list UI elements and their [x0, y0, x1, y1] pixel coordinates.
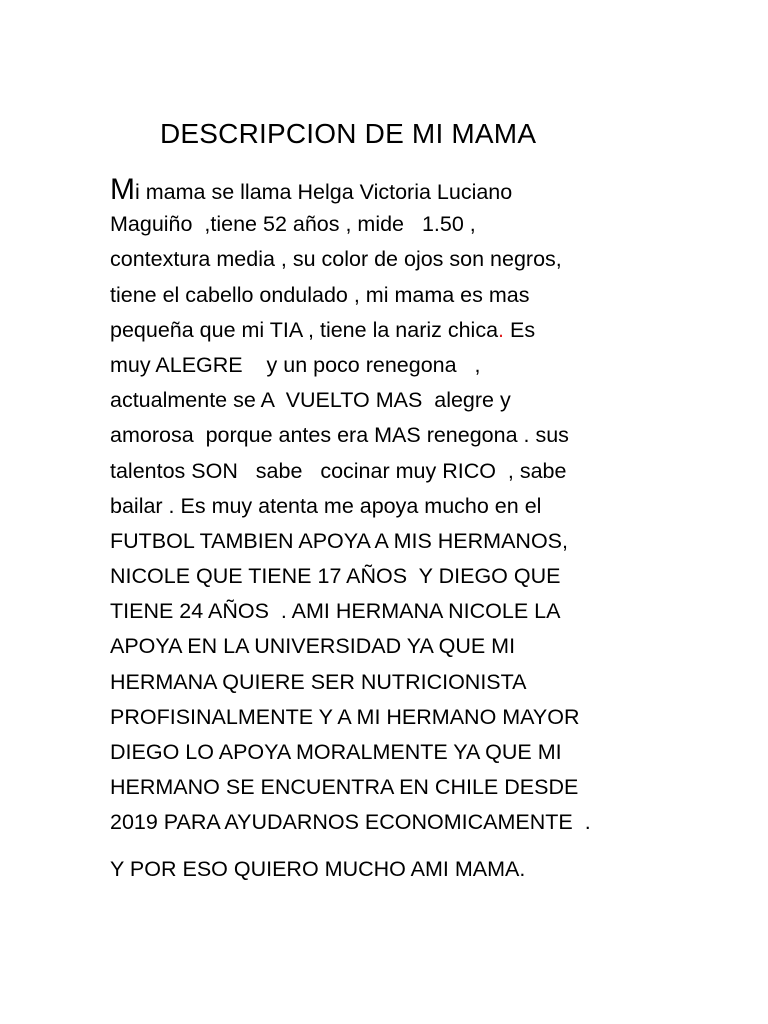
- body-line-8: amorosa porque antes era MAS renegona . sus: [110, 423, 569, 448]
- body-line-12: NICOLE QUE TIENE 17 AÑOS Y DIEGO QUE: [110, 564, 561, 589]
- body-line-4: tiene el cabello ondulado , mi mama es mas: [110, 282, 530, 307]
- body-line-18: HERMANO SE ENCUENTRA EN CHILE DESDE: [110, 775, 579, 800]
- body-line-1-text: i mama se llama Helga Victoria Luciano: [135, 180, 513, 204]
- body-line-9: talentos SON sabe cocinar muy RICO , sabe: [110, 458, 567, 483]
- body-line-5-text: pequeña que mi TIA , tiene la nariz chica: [110, 317, 499, 342]
- red-period: .: [498, 317, 505, 342]
- document-title: DESCRIPCION DE MI MAMA: [160, 118, 537, 149]
- body-line-3: contextura media , su color de ojos son negros,: [110, 247, 562, 272]
- body-line-5: [110, 313, 670, 348]
- body-line-11: FUTBOL TAMBIEN APOYA A MIS HERMANOS,: [110, 528, 568, 553]
- body-line-7: actualmente se A VUELTO MAS alegre y: [110, 388, 511, 413]
- body-line-17: DIEGO LO APOYA MORALMENTE YA QUE MI: [110, 740, 562, 764]
- body-line-15: HERMANA QUIERE SER NUTRICIONISTA: [110, 669, 527, 694]
- body-line-2: Maguiño ,tiene 52 años , mide 1.50 ,: [110, 212, 476, 237]
- body-line-5-tail: Es: [504, 317, 536, 342]
- body-line-19: 2019 PARA AYUDARNOS ECONOMICAMENTE .: [110, 810, 591, 835]
- body-line-10: bailar . Es muy atenta me apoya mucho en el: [110, 493, 542, 518]
- document-body: [110, 172, 670, 841]
- body-line-16: PROFISINALMENTE Y A MI HERMANO MAYOR: [110, 704, 580, 729]
- body-line-6: muy ALEGRE y un poco renegona ,: [110, 352, 481, 377]
- body-line-13: TIENE 24 AÑOS . AMI HERMANA NICOLE LA: [110, 599, 561, 624]
- closing-line: Y POR ESO QUIERO MUCHO AMI MAMA.: [110, 857, 526, 881]
- body-line-1: [110, 172, 670, 207]
- drop-cap: M: [110, 173, 135, 206]
- body-line-14: APOYA EN LA UNIVERSIDAD YA QUE MI: [110, 634, 516, 659]
